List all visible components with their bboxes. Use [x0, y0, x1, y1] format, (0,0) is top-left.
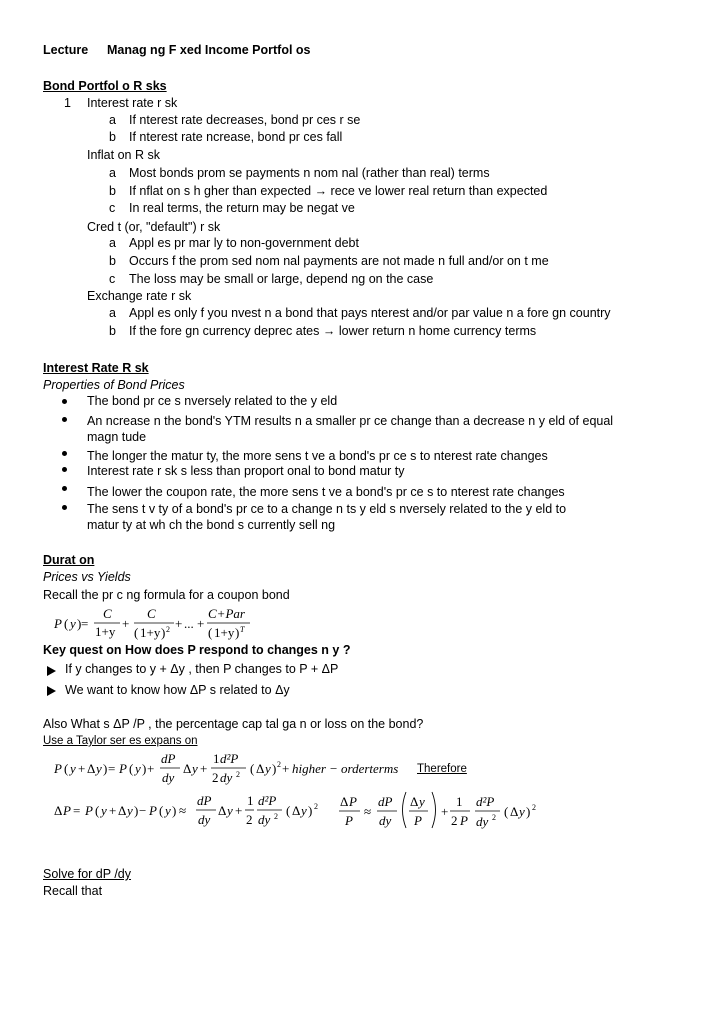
math-symbol: dy	[379, 813, 392, 828]
list-item: In real terms, the return may be negat ve	[129, 201, 355, 215]
math-symbol: y	[301, 803, 307, 818]
taylor-expansion-label: Use a Taylor ser es expans on	[43, 735, 198, 747]
section-heading-interest-rate-risk: Interest Rate R sk	[43, 361, 149, 375]
math-paren: (	[134, 625, 139, 640]
bullet-icon	[62, 417, 67, 422]
math-symbol: P	[345, 813, 353, 828]
math-paren: )	[161, 625, 166, 640]
math-symbol: orderterms	[341, 761, 399, 776]
list-item: Appl es pr mar ly to non-government debt	[129, 236, 359, 250]
list-item	[129, 184, 547, 199]
math-symbol: Δ	[292, 803, 301, 818]
math-symbol: y	[135, 761, 141, 776]
math-operator: +	[109, 803, 117, 818]
arrow-item: If y changes to y + Δy , then P changes to P + ΔP	[65, 662, 339, 676]
list-item: If nterest rate decreases, bond pr ces r se	[129, 113, 361, 127]
bullet-item: An ncrease n the bond's YTM results n a smaller pr ce change than a decrease n y eld of equal	[87, 414, 614, 428]
math-symbol: dy	[220, 770, 233, 785]
math-paren: (	[504, 804, 509, 819]
math-operator: +	[78, 761, 86, 776]
math-symbol: 1	[213, 751, 220, 766]
math-paren: )	[272, 761, 277, 776]
math-symbol: P	[149, 803, 157, 818]
math-symbol: Δ	[410, 794, 419, 809]
math-operator: +	[175, 616, 183, 631]
math-operator: +	[441, 804, 449, 819]
list-letter: a	[109, 236, 116, 250]
lecture-label: Lecture	[43, 43, 89, 57]
bullet-icon	[62, 399, 67, 404]
bond-price-formula	[50, 603, 310, 645]
list-letter: c	[109, 201, 116, 215]
math-symbol: 1+y	[214, 625, 235, 640]
math-symbol: Δ	[218, 803, 227, 818]
math-operator: ≈	[364, 804, 372, 819]
math-exponent: 2	[314, 802, 318, 811]
math-symbol: P	[85, 803, 93, 818]
math-operator: +	[235, 803, 243, 818]
paragraph: Also What s ΔP /P , the percentage cap tal ga n or loss on the bond?	[43, 717, 424, 731]
bullet-item: Interest rate r sk s less than proport onal to bond matur ty	[87, 464, 405, 478]
arrow-bullet-icon	[47, 686, 56, 696]
arrow-item: We want to know how ΔP s related to Δy	[65, 683, 290, 697]
big-paren	[432, 792, 436, 828]
math-symbol: P	[119, 761, 127, 776]
math-symbol: d²P	[258, 793, 277, 808]
big-paren	[403, 792, 407, 828]
math-operator: −	[139, 803, 147, 818]
math-exponent: 2	[532, 803, 536, 812]
math-symbol: P	[54, 616, 62, 631]
list-item: Most bonds prom se payments n nom nal (rather than real) terms	[129, 166, 490, 180]
bullet-item: The bond pr ce s nversely related to the y eld	[87, 394, 338, 408]
bullet-item: The longer the matur ty, the more sens t ve a bond's pr ce s to nterest rate changes	[87, 449, 548, 463]
bullet-icon	[62, 467, 67, 472]
math-symbol: P	[460, 813, 468, 828]
math-paren: )	[142, 761, 147, 776]
math-exponent: 2	[274, 812, 278, 821]
math-operator: ≈	[179, 803, 187, 818]
list-letter: b	[109, 130, 116, 144]
math-paren: )	[235, 625, 240, 640]
math-paren: )	[77, 616, 82, 631]
math-symbol: 2	[451, 813, 458, 828]
math-symbol: Δ	[118, 803, 127, 818]
math-operator: =	[73, 803, 81, 818]
math-symbol: ...	[184, 616, 194, 631]
bullet-item: The lower the coupon rate, the more sens t ve a bond's pr ce s to nterest rate changes	[87, 485, 565, 499]
list-item: Interest rate r sk	[87, 96, 178, 110]
math-symbol: 2	[212, 770, 219, 785]
math-operator: =	[108, 761, 116, 776]
math-operator: +	[147, 761, 155, 776]
subheading: Properties of Bond Prices	[43, 378, 185, 392]
key-question: Key quest on How does P respond to changes n y ?	[43, 643, 351, 657]
list-item-text: rece ve lower real return than expected	[330, 184, 548, 198]
math-paren: (	[286, 803, 291, 818]
math-symbol: d²P	[476, 794, 495, 809]
therefore-label: Therefore	[417, 763, 467, 775]
right-arrow-icon: →	[322, 324, 336, 338]
list-item: Cred t (or, "default") r sk	[87, 220, 221, 234]
math-symbol: y	[101, 803, 107, 818]
math-symbol: higher	[292, 761, 326, 776]
math-symbol: Δ	[340, 794, 349, 809]
list-item-text: If the fore gn currency deprec ates	[129, 324, 320, 338]
list-item: The loss may be small or large, depend ng on the case	[129, 272, 434, 286]
math-paren: (	[95, 803, 100, 818]
math-symbol: Δ	[510, 804, 519, 819]
list-letter: c	[109, 272, 116, 286]
math-symbol: Δ	[54, 803, 63, 818]
math-symbol: y	[192, 761, 198, 776]
math-operator: −	[330, 761, 338, 776]
math-symbol: y	[519, 804, 525, 819]
list-item: Occurs f the prom sed nom nal payments are not made n full and/or on t me	[129, 254, 549, 268]
bullet-item-continued: magn tude	[87, 430, 147, 444]
solve-heading: Solve for dP /dy	[43, 867, 132, 881]
list-letter: a	[109, 113, 116, 127]
math-exponent: T	[240, 625, 245, 634]
list-letter: b	[109, 184, 116, 198]
math-symbol: dy	[198, 812, 211, 827]
math-symbol: d²P	[220, 751, 239, 766]
document-title: Manag ng F xed Income Portfol os	[107, 43, 311, 57]
bullet-icon	[62, 505, 67, 510]
bullet-icon	[62, 451, 67, 456]
math-symbol: y	[127, 803, 133, 818]
right-arrow-icon: →	[314, 184, 328, 198]
math-symbol: y	[70, 761, 76, 776]
math-symbol: dP	[378, 794, 393, 809]
math-paren: (	[129, 761, 134, 776]
math-symbol: 1+y	[140, 625, 161, 640]
arrow-bullet-icon	[47, 666, 56, 676]
percentage-change-formula	[336, 786, 556, 832]
delta-p-formula	[50, 790, 330, 832]
paragraph: Recall the pr c ng formula for a coupon bond	[43, 588, 290, 602]
math-symbol: P	[54, 761, 62, 776]
math-paren: (	[250, 761, 255, 776]
math-operator: +	[122, 616, 130, 631]
math-paren: (	[64, 616, 69, 631]
math-symbol: y	[165, 803, 171, 818]
math-operator: +	[200, 761, 208, 776]
math-symbol: y	[265, 761, 271, 776]
math-paren: (	[159, 803, 164, 818]
list-item	[129, 324, 536, 339]
section-heading-duration: Durat on	[43, 553, 95, 567]
math-symbol: y	[227, 803, 233, 818]
math-operator: =	[81, 616, 89, 631]
list-number: 1	[64, 96, 71, 110]
math-exponent: 2	[492, 813, 496, 822]
math-symbol: 1	[247, 793, 254, 808]
math-symbol: P	[349, 794, 357, 809]
bullet-icon	[62, 486, 67, 491]
math-symbol: y	[70, 616, 76, 631]
math-operator: +	[282, 761, 290, 776]
math-symbol: C+Par	[208, 606, 245, 621]
taylor-formula	[50, 748, 420, 790]
math-exponent: 2	[236, 770, 240, 779]
math-symbol: dy	[162, 770, 175, 785]
list-item: Inflat on R sk	[87, 148, 160, 162]
section-heading-bond-risks: Bond Portfol o R sks	[43, 79, 167, 93]
math-symbol: Δ	[87, 761, 96, 776]
paragraph: Recall that	[43, 884, 103, 898]
list-item-text: lower return n home currency terms	[338, 324, 537, 338]
math-symbol: C	[103, 606, 112, 621]
bullet-item-continued: matur ty at wh ch the bond s currently sell ng	[87, 518, 336, 532]
math-paren: )	[308, 803, 313, 818]
math-symbol: 1+y	[95, 624, 116, 639]
math-symbol: y	[419, 794, 425, 809]
math-paren: )	[134, 803, 139, 818]
math-symbol: y	[96, 761, 102, 776]
math-paren: )	[526, 804, 531, 819]
math-symbol: dP	[161, 751, 176, 766]
math-symbol: dy	[258, 812, 271, 827]
math-exponent: 2	[277, 760, 281, 769]
math-symbol: Δ	[183, 761, 192, 776]
math-paren: )	[103, 761, 108, 776]
math-symbol: P	[63, 803, 71, 818]
list-item: Appl es only f you nvest n a bond that pays nterest and/or par value n a fore gn country	[129, 306, 611, 320]
list-item: Exchange rate r sk	[87, 289, 192, 303]
math-paren: )	[172, 803, 177, 818]
bullet-item: The sens t v ty of a bond's pr ce to a change n ts y eld s nversely related to the y eld to	[87, 502, 567, 516]
subheading: Prices vs Yields	[43, 570, 131, 584]
list-letter: b	[109, 324, 116, 338]
list-item: If nterest rate ncrease, bond pr ces fall	[129, 130, 343, 144]
math-paren: (	[64, 761, 69, 776]
math-symbol: P	[414, 813, 422, 828]
math-symbol: C	[147, 606, 156, 621]
math-symbol: 1	[456, 794, 463, 809]
math-operator: +	[197, 616, 205, 631]
math-symbol: dy	[476, 814, 489, 829]
math-symbol: 2	[246, 812, 253, 827]
list-letter: b	[109, 254, 116, 268]
math-symbol: Δ	[256, 761, 265, 776]
list-letter: a	[109, 166, 116, 180]
math-exponent: 2	[166, 625, 170, 634]
list-item-text: If nflat on s h gher than expected	[129, 184, 312, 198]
math-symbol: dP	[197, 793, 212, 808]
math-paren: (	[208, 625, 213, 640]
list-letter: a	[109, 306, 116, 320]
